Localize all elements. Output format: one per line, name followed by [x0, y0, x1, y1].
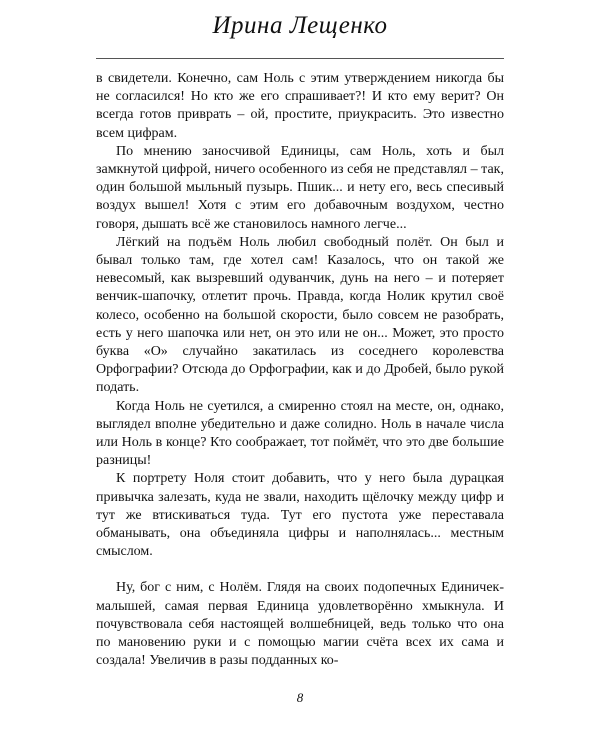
- paragraph: К портрету Ноля стоит добавить, что у него была дурацкая привычка залезать, куда не звали, находить щёлочку между цифр и тут же втискиваться туда. Тут его пустота уже переставала обманывать, она объединяла цифры и наполнялась... местным смыслом.: [96, 471, 504, 560]
- running-header-author: Ирина Лещенко: [212, 12, 388, 39]
- header-rule: [96, 58, 504, 59]
- page-number: 8: [296, 690, 304, 705]
- paragraph: По мнению заносчивой Единицы, сам Ноль, хоть и был замкнутой цифрой, ничего особенного из себя не представлял – так, один большой мыльный пузырь. Пшик... и нету его, весь спесивый воздух вышел! Хотя с этим его добавочным воздухом, честно говоря, дышать всё же становилось намного легче...: [96, 143, 504, 232]
- paragraph: в свидетели. Конечно, сам Ноль с этим утверждением никогда бы не согласился! Но кто же его спрашивает?! И кто ему верит? Он всегда готов приврать – ой, простите, приукрасить. Это известно всем цифрам.: [96, 71, 504, 141]
- page-body: [96, 70, 504, 671]
- paragraph: Когда Ноль не суетился, а смиренно стоял на месте, он, однако, выглядел вполне убедительно и даже солидно. Ноль в начале числа или Ноль в конце? Кто соображает, тот поймёт, что это две большие разницы!: [96, 398, 504, 469]
- paragraph: Лёгкий на подъём Ноль любил свободный полёт. Он был и бывал только там, где хотел сам! Казалось, что он такой же невесомый, как вызревший одуванчик, дунь на него – и потеряет венчик-шапочку, отлетит прочь. Правда, когда Нолик крутил своё колесо, особенно на большой скорости, было совсем не разобрать, есть у него шапочка или нет, он это или не он... Может, это просто буква «О» случайно закатилась из соседнего королевства Орфографии? Отсюда до Орфографии, как и до Дробей, было рукой подать.: [96, 234, 504, 396]
- paragraph: Ну, бог с ним, с Нолём. Глядя на своих подопечных Единичек-малышей, самая первая Единица удовлетворённо хмыкнула. И почувствовала себя настоящей волшебницей, ведь только что она по мановению руки и с помощью магии счёта всех их сама и создала! Увеличив в разы подданных ко-: [96, 580, 504, 669]
